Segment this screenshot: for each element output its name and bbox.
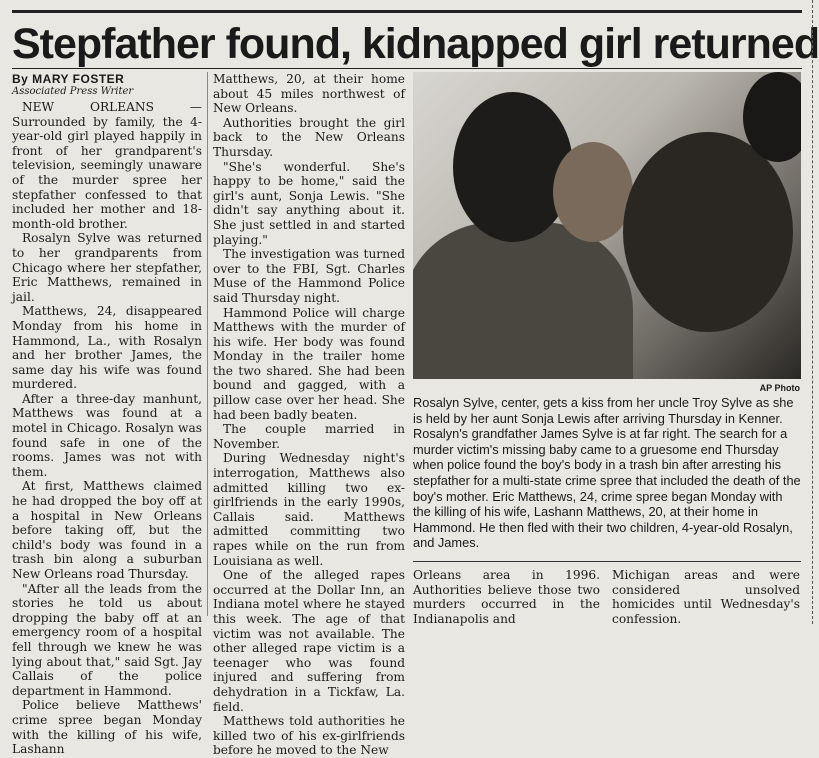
photo-caption: Rosalyn Sylve, center, gets a kiss from her uncle Troy Sylve as she is held by her aunt Sonja Lewis after arriving Thursday in Kenner. Rosalyn's grandfather James Sylve is at far right. The search for a murder victim's missing baby came to a gruesome end Thursday when police found the boy's body in a trash bin after arresting his stepfather for a multi-state crime spree that included the death of the boy's mother. Eric Matthews, 24, crime spree began Monday with the killing of his wife, Lashann Matthews, 20, at their home in Hammond. He then fled with their two children, 4-year-old Rosalyn, and James. — [413, 395, 801, 551]
paragraph: One of the alleged rapes occurred at the Dollar Inn, an Indiana motel where he stayed this week. The age of that victim was not available. The other alleged rape victim is a teenager who was found injured and suffering from dehydration in a Tickfaw, La. field. — [213, 568, 405, 714]
article-column-3 — [413, 568, 600, 626]
clipping-edge — [811, 0, 813, 624]
photo-head-aunt — [623, 132, 793, 332]
paragraph: Rosalyn Sylve was returned to her grandparents from Chicago where her stepfather, Eric Matthews, remained in jail. — [12, 231, 202, 304]
headline-rule — [12, 68, 802, 69]
headline: Stepfather found, kidnapped girl returned — [12, 20, 819, 68]
byline — [12, 72, 202, 97]
caption-rule — [413, 561, 801, 562]
paragraph: Orleans area in 1996. Authorities believe those two murders occurred in the Indianapolis and — [413, 568, 600, 626]
paragraph: NEW ORLEANS — Surrounded by family, the 4-year-old girl played happily in front of her grandparent's television, seemingly unaware of the murder spree her stepfather confessed to that included her mother and 18-month-old brother. — [12, 100, 202, 231]
photo-credit: AP Photo — [759, 383, 800, 393]
article-column-1 — [12, 100, 202, 757]
top-rule — [12, 10, 802, 13]
paragraph: The investigation was turned over to the FBI, Sgt. Charles Muse of the Hammond Police said Thursday night. — [213, 247, 405, 305]
paragraph: Matthews told authorities he killed two of his ex-girlfriends before he moved to the New — [213, 714, 405, 758]
paragraph: During Wednesday night's interrogation, Matthews also admitted killing two ex-girlfriends in the early 1990s, Callais said. Matthews admitted committing two rapes while on the run from Louisiana as well. — [213, 451, 405, 568]
article-column-4 — [612, 568, 800, 626]
article-column-2 — [213, 72, 405, 758]
paragraph: Authorities brought the girl back to the New Orleans Thursday. — [213, 115, 405, 159]
paragraph: "She's wonderful. She's happy to be home," said the girl's aunt, Sonja Lewis. "She didn't say anything about it. She just settled in and started playing." — [213, 159, 405, 247]
paragraph: Police believe Matthews' crime spree began Monday with the killing of his wife, Lashann — [12, 698, 202, 757]
paragraph: Hammond Police will charge Matthews with the murder of his wife. Her body was found Monday in the trailer home the two shared. She had been bound and gagged, with a pillow case over her head. She had been badly beaten. — [213, 305, 405, 422]
paragraph: After a three-day manhunt, Matthews was found at a motel in Chicago. Rosalyn was found safe in one of the rooms. James was not with them. — [12, 391, 202, 479]
byline-title: Associated Press Writer — [12, 86, 134, 97]
paragraph: The couple married in November. — [213, 422, 405, 451]
byline-name: By MARY FOSTER — [12, 72, 125, 86]
paragraph: "After all the leads from the stories he told us about dropping the baby off at an emergency room of a hospital fell through we knew he was lying about that," said Sgt. Jay Callais of the police department in Hammond. — [12, 581, 202, 698]
paragraph: Matthews, 20, at their home about 45 miles northwest of New Orleans. — [213, 72, 405, 116]
paragraph: At first, Matthews claimed he had dropped the boy off at a hospital in New Orleans before taking off, but the child's body was found in a trash bin along a suburban New Orleans road Thursday. — [12, 479, 202, 581]
photo-figure-left — [413, 222, 633, 379]
photo-head-girl — [553, 142, 633, 242]
paragraph: Matthews, 24, disappeared Monday from his home in Hammond, La., with Rosalyn and her brother James, the same day his wife was found murdered. — [12, 304, 202, 392]
photo-head-uncle — [453, 92, 573, 242]
paragraph: Michigan areas and were considered unsolved homicides until Wednesday's confession. — [612, 568, 800, 626]
news-photo — [413, 72, 801, 379]
column-divider — [207, 72, 208, 616]
